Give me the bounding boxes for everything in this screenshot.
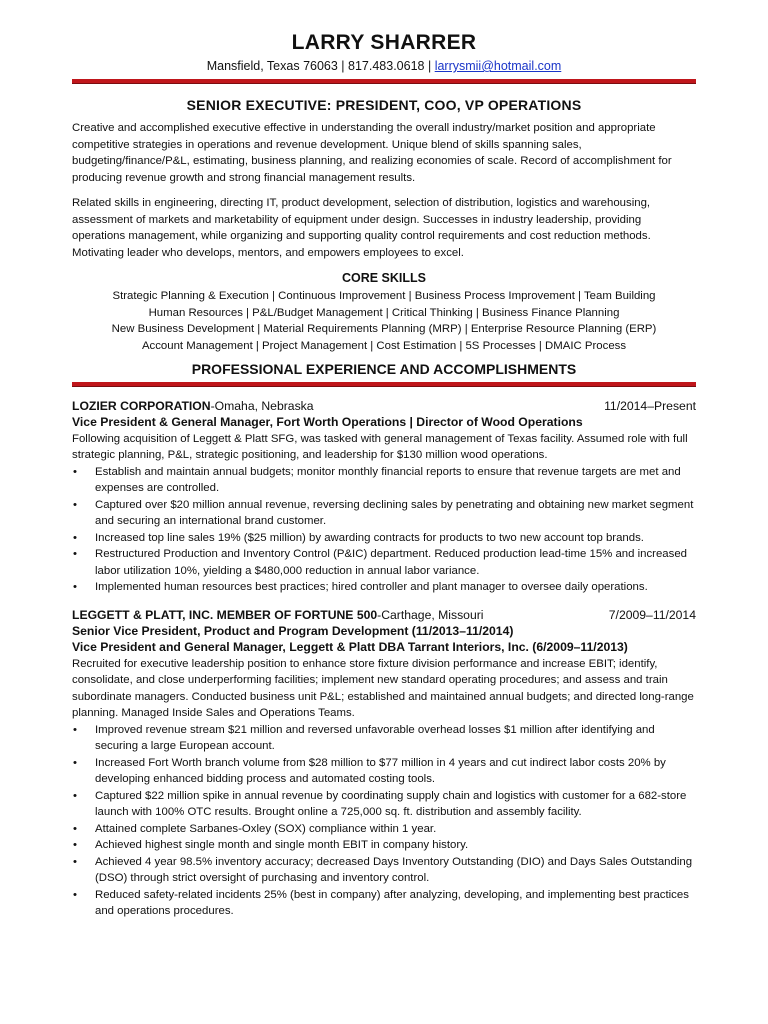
bullet-text: Increased Fort Worth branch volume from $28 million to $77 million in 4 years and cut indirect labor costs 20% by developing enhanced bidding process and automated costing tools. (95, 756, 666, 786)
skills-line: Strategic Planning & Execution | Continuous Improvement | Business Process Improvement | Team Building (112, 290, 656, 302)
candidate-name: LARRY SHARRER (291, 31, 477, 54)
bullet-icon: • (73, 855, 77, 868)
bullet-icon: • (73, 888, 77, 901)
core-skills-list (72, 288, 696, 354)
summary-paragraph-2: Related skills in engineering, directing IT, product development, selection of distribution, logistics and warehousing, assessment of markets and marketability of equipment under design. Successes in industry leadership, providing operations management, while organizing and supporting quality control requirements and cost reduction methods. Motivating leader who develops, mentors, and empowers employees to excel. (72, 197, 651, 259)
bullet-text: Increased top line sales 19% ($25 million) by awarding contracts for products to two new account top brands. (95, 531, 644, 544)
experience-title: PROFESSIONAL EXPERIENCE AND ACCOMPLISHMENTS (191, 361, 577, 378)
bullet-text: Attained complete Sarbanes-Oxley (SOX) compliance within 1 year. (95, 822, 437, 835)
bullet-icon: • (73, 531, 77, 544)
job-role: Senior Vice President, Product and Program Development (11/2013–11/2014) (72, 623, 514, 638)
company-location (72, 398, 314, 414)
bullet-text: Achieved highest single month and single month EBIT in company history. (95, 839, 469, 852)
company-name: LOZIER CORPORATION (72, 399, 211, 414)
list-item (72, 788, 696, 821)
bullet-text: Captured $22 million spike in annual revenue by coordinating supply chain and logistics with customer for a 682-store launch with 100% OTC results. Brought online a 725,000 sq. ft. distribution and assembly facility. (95, 789, 687, 819)
job-bullets (72, 464, 696, 596)
list-item (72, 755, 696, 788)
experience-rule (72, 382, 696, 387)
skills-line: New Business Development | Material Requirements Planning (MRP) | Enterprise Resource Planning (ERP) (111, 323, 657, 336)
bullet-text: Reduced safety-related incidents 25% (best in company) after analyzing, developing, and implementing best practices and operations procedures. (95, 888, 689, 918)
list-item (72, 579, 696, 596)
skills-line: Human Resources | P&L/Budget Management | Critical Thinking | Business Finance Planning (148, 306, 620, 319)
email-link[interactable]: larrysmii@hotmail.com (434, 59, 562, 73)
bullet-text: Achieved 4 year 98.5% inventory accuracy; decreased Days Inventory Outstanding (DIO) and Days Sales Outstanding (DSO) through strict oversight of purchasing and inventory control. (95, 855, 693, 885)
summary-paragraph-1: Creative and accomplished executive effective in understanding the overall industry/market position and appropriate competitive strategies in operations and revenue development. Unique blend of skills spanning sales, budgeting/finance/P&L, estimating, business planning, and realizing economies of scale. Record of accomplishment for producing revenue growth and strong financial management results. (72, 122, 672, 184)
core-skills-title: CORE SKILLS (341, 271, 427, 285)
bullet-icon: • (73, 548, 77, 561)
bullet-icon: • (73, 723, 77, 736)
list-item (72, 821, 696, 838)
company-location (72, 607, 484, 623)
resume-page (72, 30, 696, 920)
contact-line (72, 58, 696, 74)
job-header (72, 607, 696, 623)
job-header (72, 398, 696, 414)
job-role: Vice President & General Manager, Fort Worth Operations | Director of Wood Operations (72, 415, 583, 430)
bullet-text: Captured over $20 million annual revenue, reversing declining sales by penetrating and obtaining new market segment and securing an international brand customer. (95, 498, 694, 528)
list-item (72, 837, 696, 854)
bullet-icon: • (73, 581, 77, 594)
list-item (72, 546, 696, 579)
job-description: Recruited for executive leadership position to enhance store fixture division performance and increase EBIT; identify, consolidate, and close underperforming facilities; implement new standard operating procedures; and assess and train subordinate managers. Conducted business unit P&L; established and maintained annual budgets; and directed long-range planning. Managed Inside Sales and Operations Teams. (72, 657, 694, 720)
bullet-text: Establish and maintain annual budgets; monitor monthly financial reports to ensure that revenue targets are met and expenses are controlled. (95, 465, 681, 495)
bullet-icon: • (73, 498, 77, 511)
bullet-text: Implemented human resources best practices; hired controller and plant manager to oversee daily operations. (95, 581, 648, 594)
summary-title: SENIOR EXECUTIVE: PRESIDENT, COO, VP OPERATIONS (186, 97, 582, 113)
list-item (72, 854, 696, 887)
bullet-icon: • (73, 789, 77, 802)
list-item (72, 464, 696, 497)
company-city: -Carthage, Missouri (377, 607, 484, 622)
bullet-text: Restructured Production and Inventory Control (P&IC) department. Reduced production lead-time 15% and increased labor utilization 10%, yielding a $480,000 reduction in annual labor variance. (95, 548, 688, 577)
list-item (72, 722, 696, 755)
header-rule (72, 79, 696, 84)
job-dates: 7/2009–11/2014 (608, 607, 696, 622)
company-city: -Omaha, Nebraska (210, 399, 314, 414)
job-role: Vice President and General Manager, Leggett & Platt DBA Tarrant Interiors, Inc. (6/2009–11/2013) (72, 640, 628, 655)
skills-line: Account Management | Project Management | Cost Estimation | 5S Processes | DMAIC Process (141, 339, 627, 352)
bullet-text: Improved revenue stream $21 million and reversed unfavorable overhead losses $1 million after identifying and securing a large European account. (95, 723, 655, 753)
company-name: LEGGETT & PLATT, INC. MEMBER OF FORTUNE 500 (72, 607, 378, 622)
bullet-icon: • (73, 839, 77, 852)
job-dates: 11/2014–Present (604, 399, 696, 414)
list-item (72, 530, 696, 547)
job-bullets (72, 722, 696, 920)
list-item (72, 497, 696, 530)
list-item (72, 887, 696, 920)
bullet-icon: • (73, 465, 77, 478)
job-description: Following acquisition of Leggett & Platt SFG, was tasked with general management of Texas facility. Assumed role with full strategic planning, P&L, strategic positioning, and leadership for $130 million wood operations. (72, 432, 688, 462)
contact-details: Mansfield, Texas 76063 | 817.483.0618 | (206, 59, 435, 73)
bullet-icon: • (73, 756, 77, 769)
bullet-icon: • (73, 822, 77, 835)
